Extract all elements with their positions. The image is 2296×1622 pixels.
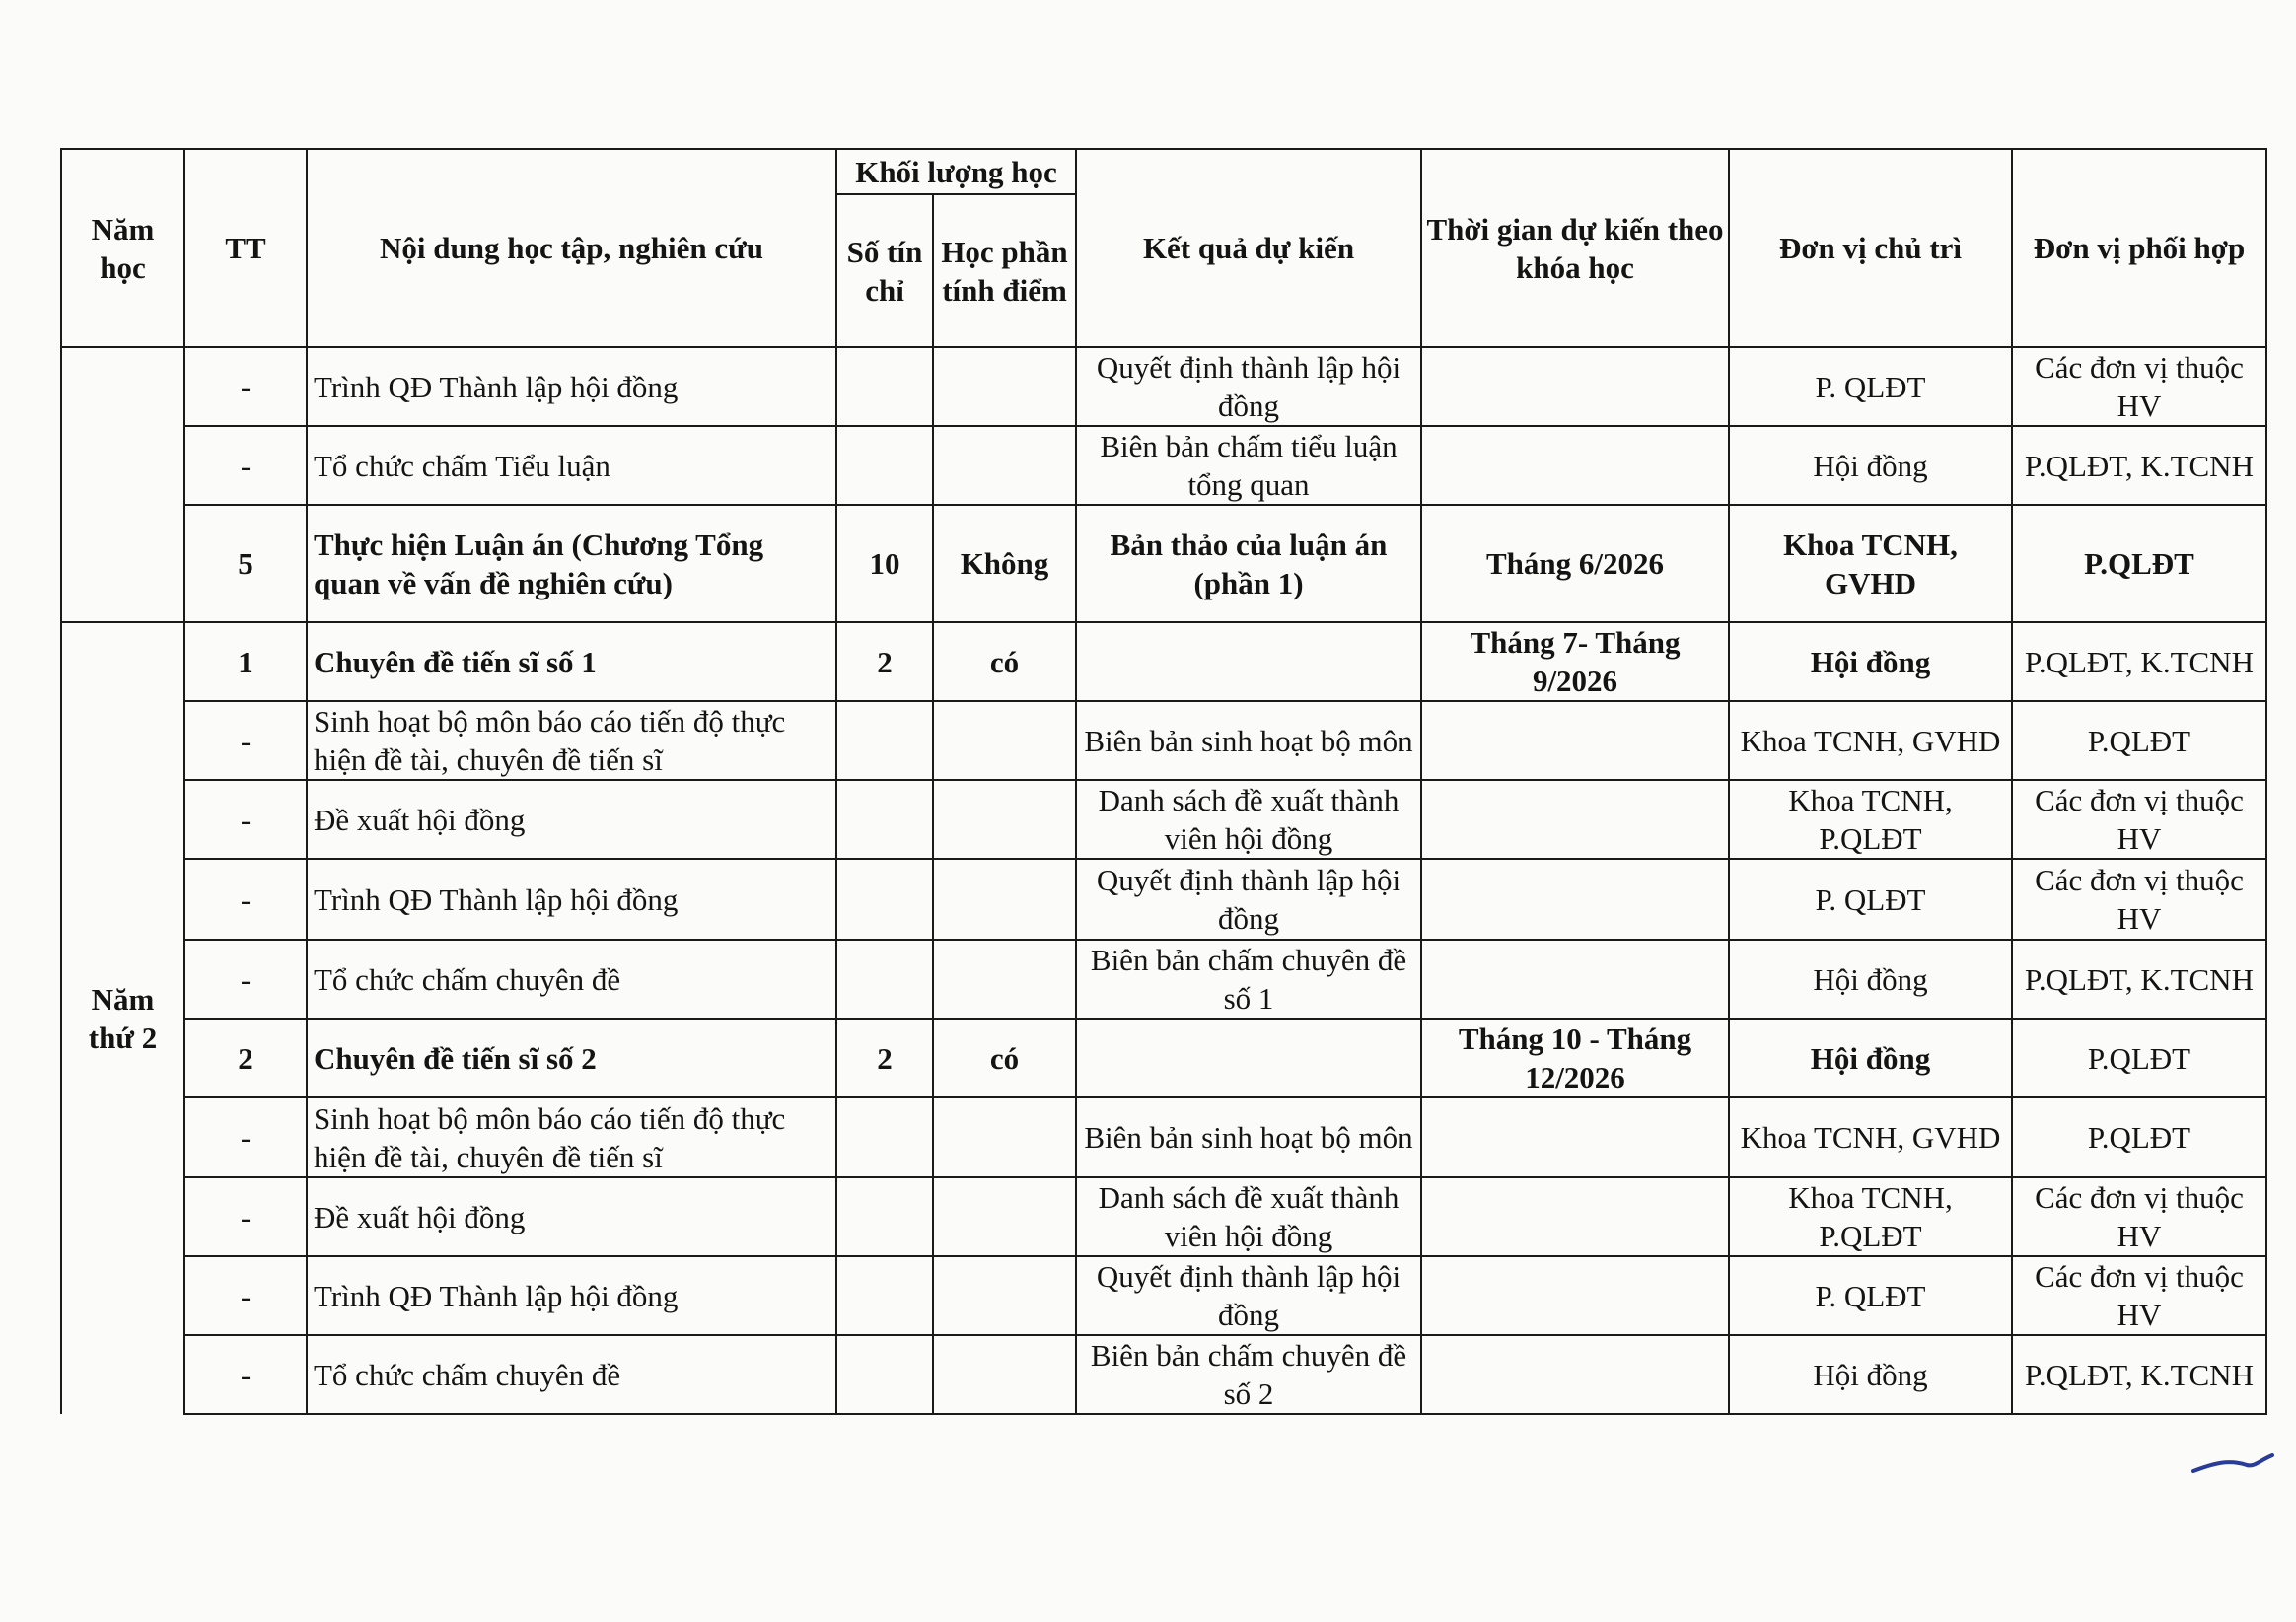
cell-time xyxy=(1421,426,1729,505)
cell-host: Khoa TCNH, GVHD xyxy=(1729,1097,2012,1177)
study-plan-table xyxy=(60,148,2267,1415)
cell-host: P. QLĐT xyxy=(1729,859,2012,940)
cell-tt: - xyxy=(184,1335,307,1414)
cell-tt: - xyxy=(184,1177,307,1256)
cell-content: Tổ chức chấm chuyên đề xyxy=(307,1335,836,1414)
cell-content: Sinh hoạt bộ môn báo cáo tiến độ thực hiện đề tài, chuyên đề tiến sĩ xyxy=(307,701,836,780)
cell-partner: P.QLĐT, K.TCNH xyxy=(2012,940,2266,1019)
cell-result: Danh sách đề xuất thành viên hội đồng xyxy=(1076,1177,1421,1256)
cell-credits: 2 xyxy=(836,622,933,701)
cell-partner: P.QLĐT, K.TCNH xyxy=(2012,622,2266,701)
cell-tt: - xyxy=(184,347,307,426)
cell-time xyxy=(1421,347,1729,426)
cell-tt: 2 xyxy=(184,1019,307,1097)
table-row xyxy=(61,859,2266,940)
table-body xyxy=(61,347,2266,1414)
header-result: Kết quả dự kiến xyxy=(1076,149,1421,347)
cell-host: Khoa TCNH, GVHD xyxy=(1729,505,2012,622)
cell-content: Trình QĐ Thành lập hội đồng xyxy=(307,347,836,426)
cell-credits xyxy=(836,859,933,940)
cell-host: Hội đồng xyxy=(1729,940,2012,1019)
cell-graded xyxy=(933,1335,1076,1414)
cell-partner: Các đơn vị thuộc HV xyxy=(2012,780,2266,859)
cell-result: Bản thảo của luận án (phần 1) xyxy=(1076,505,1421,622)
cell-credits xyxy=(836,1335,933,1414)
cell-partner: Các đơn vị thuộc HV xyxy=(2012,1177,2266,1256)
header-partner: Đơn vị phối hợp xyxy=(2012,149,2266,347)
cell-graded xyxy=(933,426,1076,505)
cell-partner: Các đơn vị thuộc HV xyxy=(2012,859,2266,940)
table-row xyxy=(61,780,2266,859)
cell-result xyxy=(1076,1019,1421,1097)
cell-credits xyxy=(836,780,933,859)
header-graded: Học phần tính điểm xyxy=(933,194,1076,347)
cell-time: Tháng 6/2026 xyxy=(1421,505,1729,622)
table-row xyxy=(61,347,2266,426)
cell-tt: - xyxy=(184,1097,307,1177)
table-row xyxy=(61,1019,2266,1097)
cell-result xyxy=(1076,622,1421,701)
cell-partner: P.QLĐT xyxy=(2012,1097,2266,1177)
table-header xyxy=(61,149,2266,347)
cell-content: Thực hiện Luận án (Chương Tổng quan về vấn đề nghiên cứu) xyxy=(307,505,836,622)
header-year: Năm học xyxy=(61,149,184,347)
cell-time xyxy=(1421,1177,1729,1256)
cell-tt: 1 xyxy=(184,622,307,701)
cell-result: Quyết định thành lập hội đồng xyxy=(1076,859,1421,940)
cell-time xyxy=(1421,940,1729,1019)
cell-graded xyxy=(933,347,1076,426)
cell-time xyxy=(1421,1335,1729,1414)
cell-host: Hội đồng xyxy=(1729,1335,2012,1414)
table-row xyxy=(61,940,2266,1019)
cell-time xyxy=(1421,701,1729,780)
table-row xyxy=(61,426,2266,505)
cell-tt: - xyxy=(184,859,307,940)
header-workload: Khối lượng học xyxy=(836,149,1076,194)
cell-credits xyxy=(836,347,933,426)
cell-content: Tổ chức chấm Tiểu luận xyxy=(307,426,836,505)
cell-tt: - xyxy=(184,426,307,505)
cell-result: Biên bản sinh hoạt bộ môn xyxy=(1076,701,1421,780)
cell-graded: có xyxy=(933,622,1076,701)
cell-content: Trình QĐ Thành lập hội đồng xyxy=(307,859,836,940)
cell-credits xyxy=(836,701,933,780)
cell-credits xyxy=(836,426,933,505)
cell-partner: Các đơn vị thuộc HV xyxy=(2012,347,2266,426)
cell-credits xyxy=(836,1256,933,1335)
cell-graded: có xyxy=(933,1019,1076,1097)
cell-credits xyxy=(836,940,933,1019)
cell-result: Biên bản sinh hoạt bộ môn xyxy=(1076,1097,1421,1177)
cell-host: Khoa TCNH, P.QLĐT xyxy=(1729,780,2012,859)
header-time: Thời gian dự kiến theo khóa học xyxy=(1421,149,1729,347)
cell-partner: P.QLĐT, K.TCNH xyxy=(2012,1335,2266,1414)
cell-content: Trình QĐ Thành lập hội đồng xyxy=(307,1256,836,1335)
table-row xyxy=(61,1097,2266,1177)
cell-year xyxy=(61,347,184,622)
cell-result: Biên bản chấm tiểu luận tổng quan xyxy=(1076,426,1421,505)
cell-time: Tháng 10 - Tháng 12/2026 xyxy=(1421,1019,1729,1097)
cell-credits: 10 xyxy=(836,505,933,622)
pen-stroke-mark xyxy=(2189,1449,2278,1479)
cell-time xyxy=(1421,859,1729,940)
table-row xyxy=(61,622,2266,701)
cell-result: Biên bản chấm chuyên đề số 2 xyxy=(1076,1335,1421,1414)
cell-partner: Các đơn vị thuộc HV xyxy=(2012,1256,2266,1335)
cell-tt: - xyxy=(184,940,307,1019)
table-row xyxy=(61,1177,2266,1256)
cell-time xyxy=(1421,780,1729,859)
cell-partner: P.QLĐT xyxy=(2012,1019,2266,1097)
cell-partner: P.QLĐT, K.TCNH xyxy=(2012,426,2266,505)
cell-time xyxy=(1421,1097,1729,1177)
cell-partner: P.QLĐT xyxy=(2012,701,2266,780)
header-credits: Số tín chỉ xyxy=(836,194,933,347)
cell-time xyxy=(1421,1256,1729,1335)
cell-host: Hội đồng xyxy=(1729,1019,2012,1097)
table-row xyxy=(61,1256,2266,1335)
cell-result: Quyết định thành lập hội đồng xyxy=(1076,347,1421,426)
cell-graded xyxy=(933,701,1076,780)
cell-content: Đề xuất hội đồng xyxy=(307,780,836,859)
cell-host: P. QLĐT xyxy=(1729,347,2012,426)
cell-graded xyxy=(933,859,1076,940)
cell-content: Sinh hoạt bộ môn báo cáo tiến độ thực hiện đề tài, chuyên đề tiến sĩ xyxy=(307,1097,836,1177)
cell-graded xyxy=(933,1177,1076,1256)
header-content: Nội dung học tập, nghiên cứu xyxy=(307,149,836,347)
cell-content: Chuyên đề tiến sĩ số 1 xyxy=(307,622,836,701)
header-host: Đơn vị chủ trì xyxy=(1729,149,2012,347)
table-row xyxy=(61,505,2266,622)
cell-host: Khoa TCNH, GVHD xyxy=(1729,701,2012,780)
cell-credits: 2 xyxy=(836,1019,933,1097)
table-row xyxy=(61,701,2266,780)
cell-host: Hội đồng xyxy=(1729,426,2012,505)
cell-graded xyxy=(933,780,1076,859)
cell-graded xyxy=(933,1097,1076,1177)
cell-host: Hội đồng xyxy=(1729,622,2012,701)
cell-partner: P.QLĐT xyxy=(2012,505,2266,622)
cell-content: Đề xuất hội đồng xyxy=(307,1177,836,1256)
cell-credits xyxy=(836,1097,933,1177)
header-tt: TT xyxy=(184,149,307,347)
table-row xyxy=(61,1335,2266,1414)
cell-tt: 5 xyxy=(184,505,307,622)
cell-year: Năm thứ 2 xyxy=(61,622,184,1414)
cell-content: Chuyên đề tiến sĩ số 2 xyxy=(307,1019,836,1097)
cell-graded xyxy=(933,1256,1076,1335)
cell-graded: Không xyxy=(933,505,1076,622)
cell-result: Quyết định thành lập hội đồng xyxy=(1076,1256,1421,1335)
cell-time: Tháng 7- Tháng 9/2026 xyxy=(1421,622,1729,701)
cell-result: Biên bản chấm chuyên đề số 1 xyxy=(1076,940,1421,1019)
cell-host: P. QLĐT xyxy=(1729,1256,2012,1335)
cell-tt: - xyxy=(184,1256,307,1335)
cell-content: Tổ chức chấm chuyên đề xyxy=(307,940,836,1019)
cell-tt: - xyxy=(184,701,307,780)
cell-tt: - xyxy=(184,780,307,859)
cell-result: Danh sách đề xuất thành viên hội đồng xyxy=(1076,780,1421,859)
cell-graded xyxy=(933,940,1076,1019)
cell-host: Khoa TCNH, P.QLĐT xyxy=(1729,1177,2012,1256)
cell-credits xyxy=(836,1177,933,1256)
